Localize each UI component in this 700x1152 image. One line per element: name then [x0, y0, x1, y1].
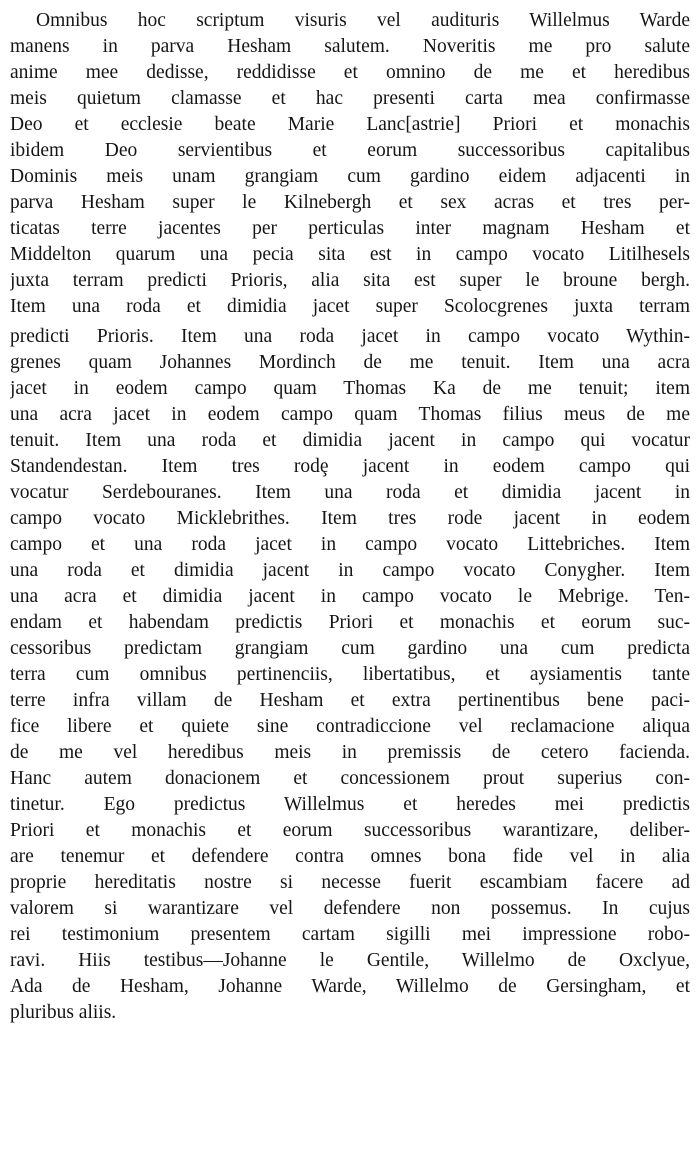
text-line: juxta terram predicti Prioris, alia sita est super le broune bergh.	[10, 270, 690, 291]
text-line: Ada de Hesham, Johanne Warde, Willelmo de Gersingham, et	[10, 976, 690, 997]
text-line: Item una roda et dimidia jacet super Scolocgrenes juxta terram	[10, 296, 690, 317]
charter-text	[10, 8, 700, 1026]
text-line: meis quietum clamasse et hac presenti carta mea confirmasse	[10, 88, 690, 109]
text-line: una acra et dimidia jacent in campo vocato le Mebrige. Ten-	[10, 586, 690, 607]
text-line: fice libere et quiete sine contradiccione vel reclamacione aliqua	[10, 716, 690, 737]
text-line: jacet in eodem campo quam Thomas Ka de me tenuit; item	[10, 378, 690, 399]
text-line: parva Hesham super le Kilnebergh et sex acras et tres per-	[10, 192, 690, 213]
text-line: Deo et ecclesie beate Marie Lanc[astrie] Priori et monachis	[10, 114, 690, 135]
text-line: vocatur Serdebouranes. Item una roda et dimidia jacent in	[10, 482, 690, 503]
text-line: campo et una roda jacet in campo vocato Littebriches. Item	[10, 534, 690, 555]
text-line: manens in parva Hesham salutem. Noveritis me pro salute	[10, 36, 690, 57]
text-line: campo vocato Micklebrithes. Item tres rode jacent in eodem	[10, 508, 690, 529]
text-line: ibidem Deo servientibus et eorum successoribus capitalibus	[10, 140, 690, 161]
text-line: rei testimonium presentem cartam sigilli mei impressione robo-	[10, 924, 690, 945]
text-line: Hanc autem donacionem et concessionem prout superius con-	[10, 768, 690, 789]
text-line: endam et habendam predictis Priori et monachis et eorum suc-	[10, 612, 690, 633]
text-line: terra cum omnibus pertinenciis, libertatibus, et aysiamentis tante	[10, 664, 690, 685]
text-line: are tenemur et defendere contra omnes bona fide vel in alia	[10, 846, 690, 867]
text-line: Middelton quarum una pecia sita est in campo vocato Litilhesels	[10, 244, 690, 265]
text-line: grenes quam Johannes Mordinch de me tenuit. Item una acra	[10, 352, 690, 373]
text-line: tinetur. Ego predictus Willelmus et heredes mei predictis	[10, 794, 690, 815]
text-line: de me vel heredibus meis in premissis de cetero facienda.	[10, 742, 690, 763]
text-line: ravi. Hiis testibus—Johanne le Gentile, Willelmo de Oxclyue,	[10, 950, 690, 971]
text-line: Standendestan. Item tres rodȩ jacent in eodem campo qui	[10, 456, 690, 477]
text-line: ticatas terre jacentes per perticulas inter magnam Hesham et	[10, 218, 690, 239]
text-line: terre infra villam de Hesham et extra pertinentibus bene paci-	[10, 690, 690, 711]
text-line: Dominis meis unam grangiam cum gardino eidem adjacenti in	[10, 166, 690, 187]
text-line: Priori et monachis et eorum successoribus warantizare, deliber-	[10, 820, 690, 841]
text-line: tenuit. Item una roda et dimidia jacent in campo qui vocatur	[10, 430, 690, 451]
text-line: cessoribus predictam grangiam cum gardino una cum predicta	[10, 638, 690, 659]
text-line: Omnibus hoc scriptum visuris vel audituris Willelmus Warde	[36, 10, 690, 31]
text-line: una roda et dimidia jacent in campo vocato Conygher. Item	[10, 560, 690, 581]
text-line: predicti Prioris. Item una roda jacet in campo vocato Wythin-	[10, 326, 690, 347]
text-line: anime mee dedisse, reddidisse et omnino de me et heredibus	[10, 62, 690, 83]
text-line: una acra jacet in eodem campo quam Thomas filius meus de me	[10, 404, 690, 425]
text-line: valorem si warantizare vel defendere non possemus. In cujus	[10, 898, 690, 919]
text-line: pluribus aliis.	[10, 1002, 117, 1023]
text-line: proprie hereditatis nostre si necesse fuerit escambiam facere ad	[10, 872, 690, 893]
